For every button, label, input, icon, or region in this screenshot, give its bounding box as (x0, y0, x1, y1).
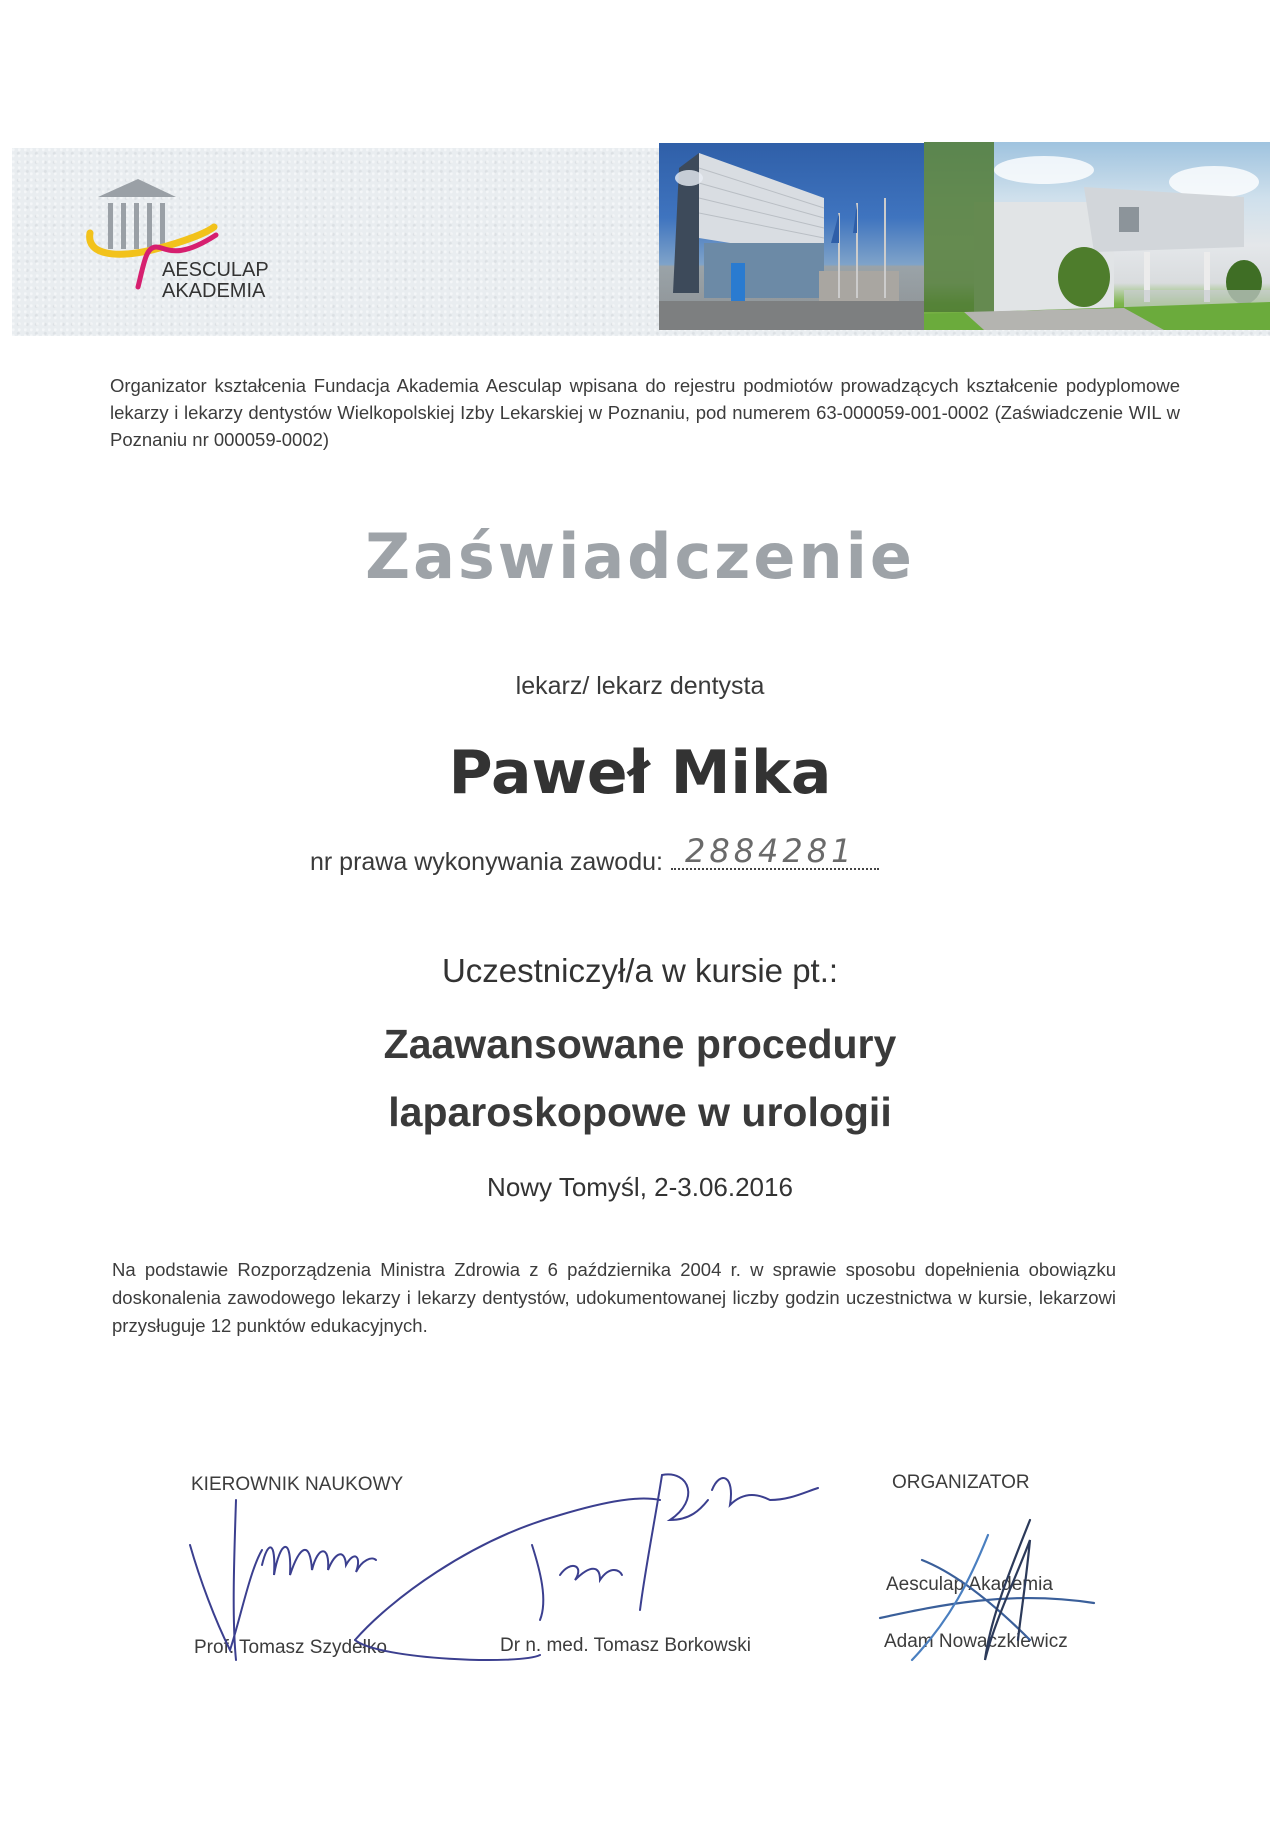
certificate-title: Zaświadczenie (365, 520, 915, 593)
building-photo-white-facade (924, 142, 1270, 330)
scientific-director-label: KIEROWNIK NAUKOWY (191, 1474, 404, 1495)
course-title-line-1: Zaawansowane procedury (383, 1021, 897, 1067)
legal-basis-text: Na podstawie Rozporządzenia Ministra Zdrowia z 6 października 2004 r. w sprawie sposobu dopełnienia obowiązku doskonalenia zawodowego lekarzy i lekarzy dentystów, udokumentowanej liczby godzin uczestnictwa w kursie, lekarzowi przysługuje 12 punktów edukacyjnych. (112, 1259, 1116, 1336)
logo-wordmark (162, 260, 269, 302)
organizer-intro-text: Organizator kształcenia Fundacja Akademia Aesculap wpisana do rejestru podmiotów prowadzących kształcenie podyplomowe lekarzy i lekarzy dentystów Wielkopolskiej Izby Lekarskiej w Poznaniu, pod numerem 63-000059-001-0002 (Zaświadczenie WIL w Poznaniu nr 000059-0002) (110, 375, 1180, 450)
co-signer-name: Dr n. med. Tomasz Borkowski (500, 1635, 751, 1656)
license-row (310, 832, 879, 877)
signature-szydelko-icon (190, 1500, 376, 1660)
scientific-director-name: Prof. Tomasz Szydełko (194, 1637, 387, 1658)
participation-label: Uczestniczył/a w kursie pt.: (441, 952, 839, 989)
course-title-line-2: laparoskopowe w urologii (388, 1089, 892, 1135)
signature-borkowski-icon (355, 1474, 818, 1660)
organizer-label: ORGANIZATOR (892, 1472, 1030, 1493)
logo-line-1: AESCULAP (162, 259, 269, 281)
organizer-org-name: Aesculap Akademia (886, 1574, 1053, 1595)
license-number-handwritten: 2884281 (684, 832, 856, 870)
license-field (671, 832, 879, 870)
place-and-date: Nowy Tomyśl, 2-3.06.2016 (487, 1172, 793, 1202)
course-title (0, 1010, 1280, 1146)
license-label: nr prawa wykonywania zawodu: (310, 848, 663, 876)
logo-line-2: AKADEMIA (162, 280, 266, 302)
building-photo-glass-facade (659, 143, 924, 330)
organizer-person-name: Adam Nowaczkiewicz (884, 1631, 1068, 1652)
recipient-name: Paweł Mika (448, 738, 832, 808)
recipient-role: lekarz/ lekarz dentysta (515, 672, 765, 700)
